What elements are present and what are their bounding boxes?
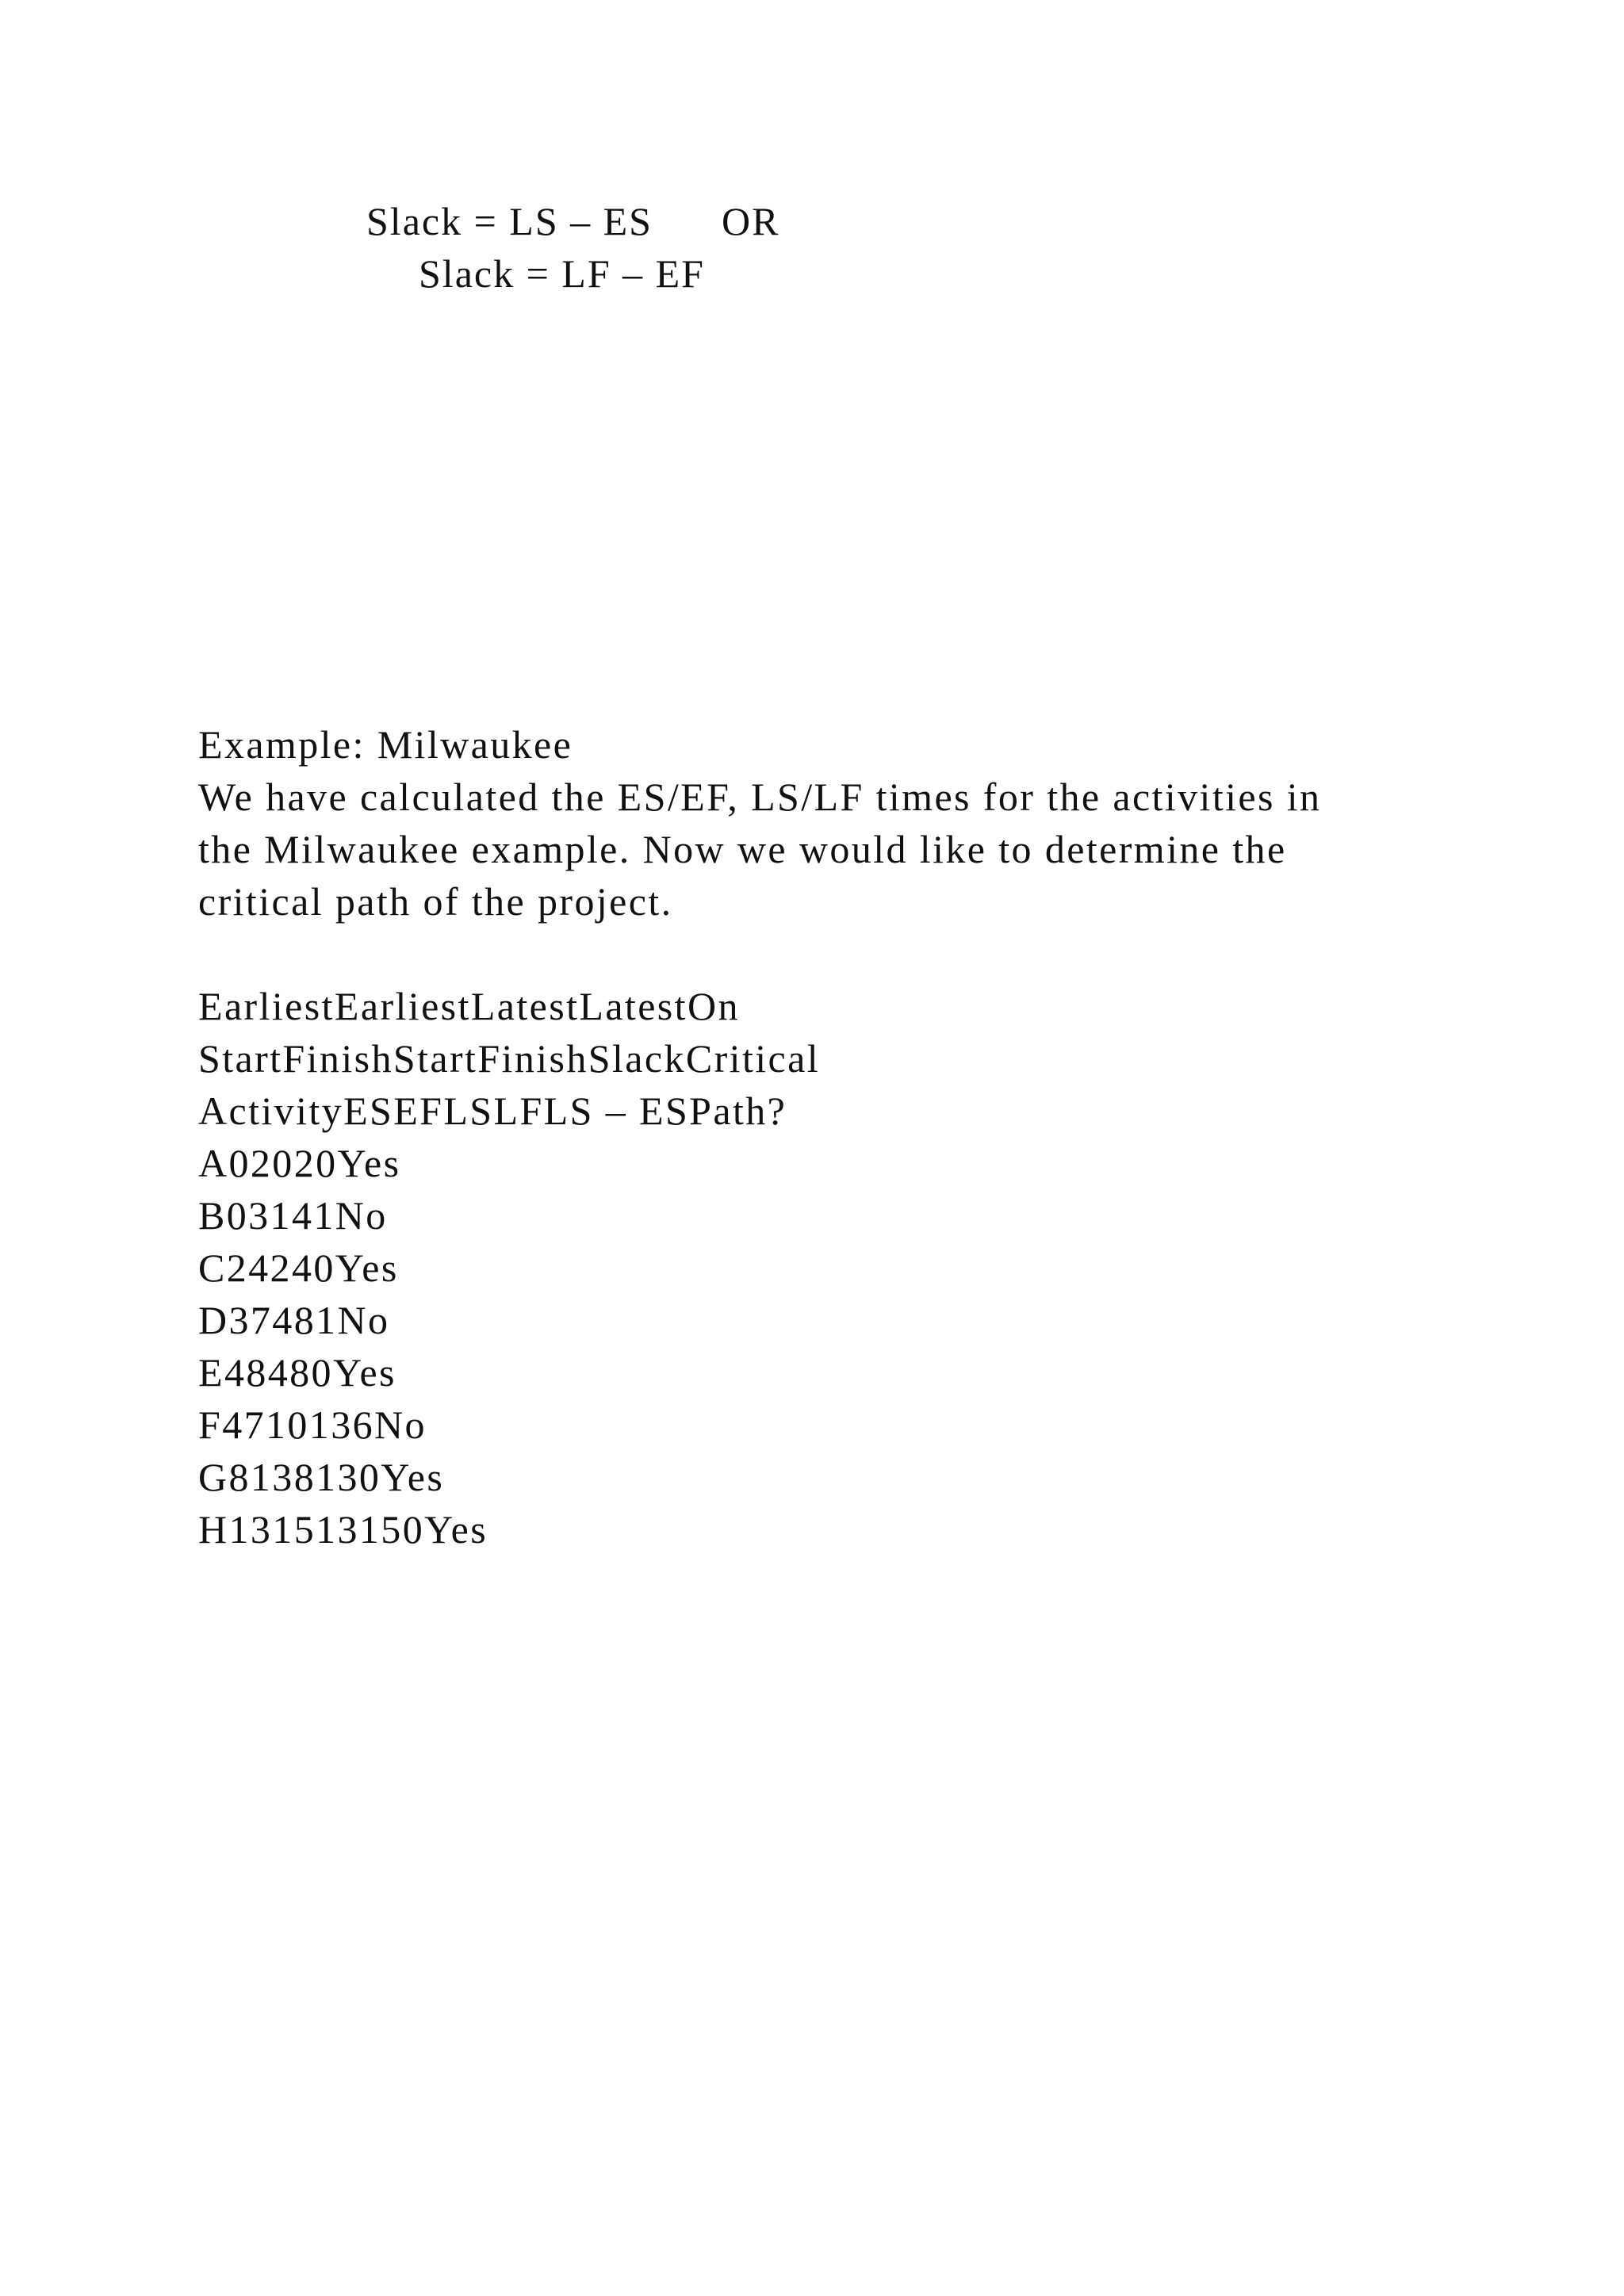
example-paragraph-line-3: critical path of the project.: [198, 879, 673, 924]
table-row: D37481No: [198, 1298, 390, 1342]
table-header-line-3: ActivityESEFLSLFLS – ESPath?: [198, 1089, 787, 1133]
table-header-line-1: EarliestEarliestLatestLatestOn: [198, 984, 740, 1028]
slack-formula-ls-es: Slack = LS – ES OR: [366, 199, 780, 243]
table-row: H131513150Yes: [198, 1507, 488, 1552]
table-row: A02020Yes: [198, 1141, 401, 1185]
table-row: G8138130Yes: [198, 1455, 445, 1499]
paragraph-spacer: [198, 928, 1321, 980]
table-row: E48480Yes: [198, 1350, 396, 1395]
example-section: [198, 718, 1321, 1556]
table-header-line-2: StartFinishStartFinishSlackCritical: [198, 1036, 820, 1081]
example-heading: Example: Milwaukee: [198, 722, 573, 767]
table-row: C24240Yes: [198, 1246, 399, 1290]
slack-formula-lf-ef: Slack = LF – EF: [419, 251, 705, 296]
table-row: B03141No: [198, 1193, 388, 1238]
example-paragraph-line-2: the Milwaukee example. Now we would like to determine the: [198, 827, 1287, 871]
slack-table: [198, 980, 1321, 1556]
example-paragraph-line-1: We have calculated the ES/EF, LS/LF times for the activities in: [198, 775, 1322, 819]
table-row: F4710136No: [198, 1402, 427, 1447]
